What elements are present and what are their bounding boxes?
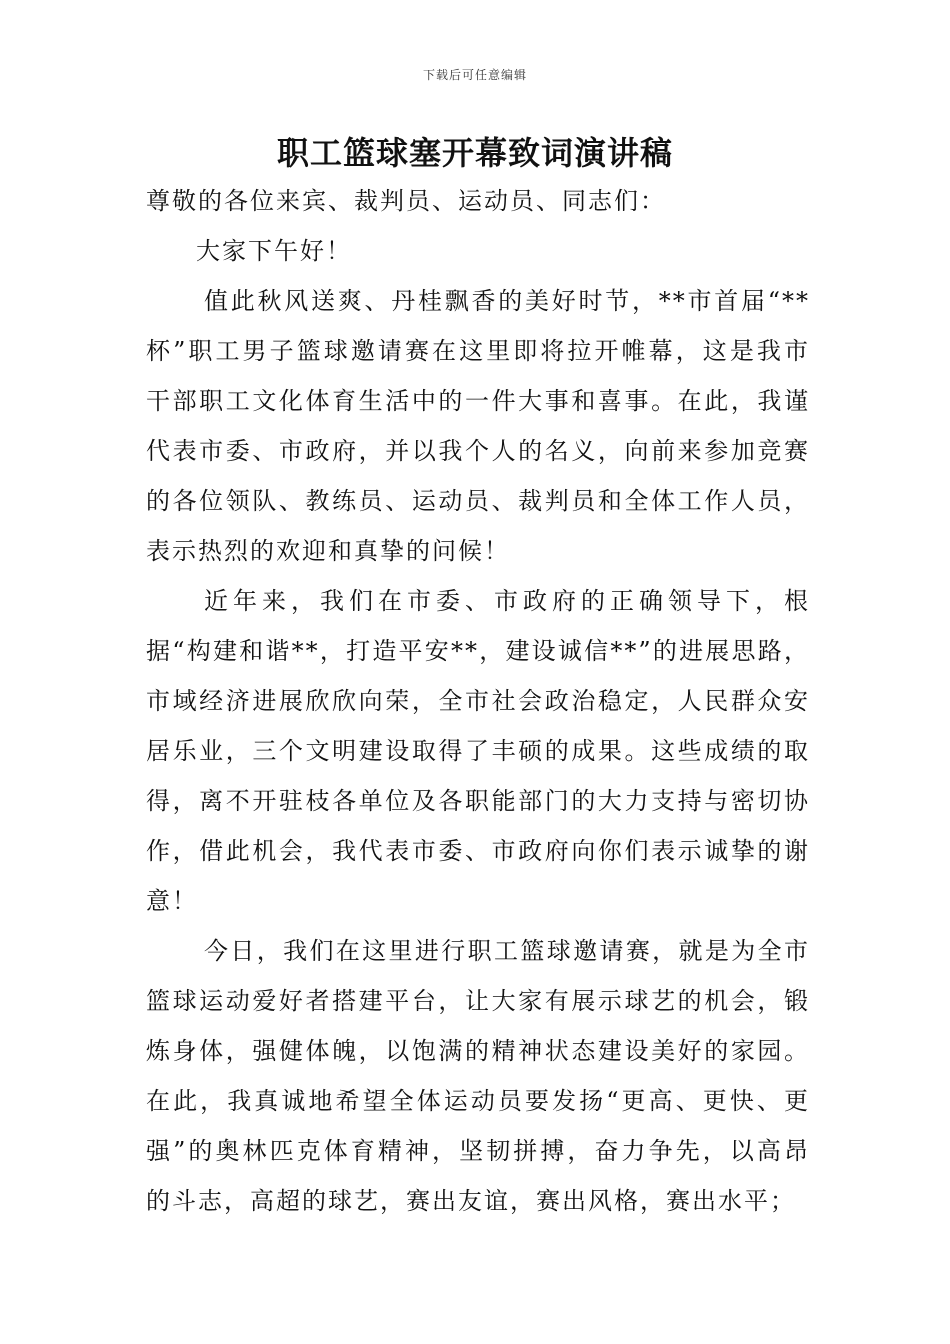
page-title: 职工篮球塞开幕致词演讲稿 [276,134,673,172]
document-body [146,176,810,1226]
paragraph-achievements: 近年来，我们在市委、市政府的正确领导下，根据“构建和谐**，打造平安**，建设诚信**”的进展思路，市域经济进展欣欣向荣，全市社会政治稳定，人民群众安居乐业，三个文明建设取得了丰硕的成果。这些成绩的取得，离不开驻枝各单位及各职能部门的大力支持与密切协作，借此机会，我代表市委、市政府向你们表示诚挚的谢意！ [146,587,810,915]
header-note: 下载后可任意编辑 [422,68,527,82]
paragraph-wishes: 今日，我们在这里进行职工篮球邀请赛，就是为全市篮球运动爱好者搭建平台，让大家有展示球艺的机会，锻炼身体，强健体魄，以饱满的精神状态建设美好的家园。在此，我真诚地希望全体运动员要发扬“更高、更快、更强”的奥林匹克体育精神，坚韧拼搏，奋力争先，以高昂的斗志，高超的球艺，赛出友谊，赛出风格，赛出水平； [146,937,810,1215]
paragraph-welcome: 值此秋风送爽、丹桂飘香的美好时节，**市首届“**杯”职工男子篮球邀请赛在这里即将拉开帷幕，这是我市干部职工文化体育生活中的一件大事和喜事。在此，我谨代表市委、市政府，并以我个人的名义，向前来参加竞赛的各位领队、教练员、运动员、裁判员和全体工作人员，表示热烈的欢迎和真挚的问候！ [146,287,810,565]
paragraph-greeting: 大家下午好！ [196,237,352,265]
salutation: 尊敬的各位来宾、裁判员、运动员、同志们： [146,187,666,215]
